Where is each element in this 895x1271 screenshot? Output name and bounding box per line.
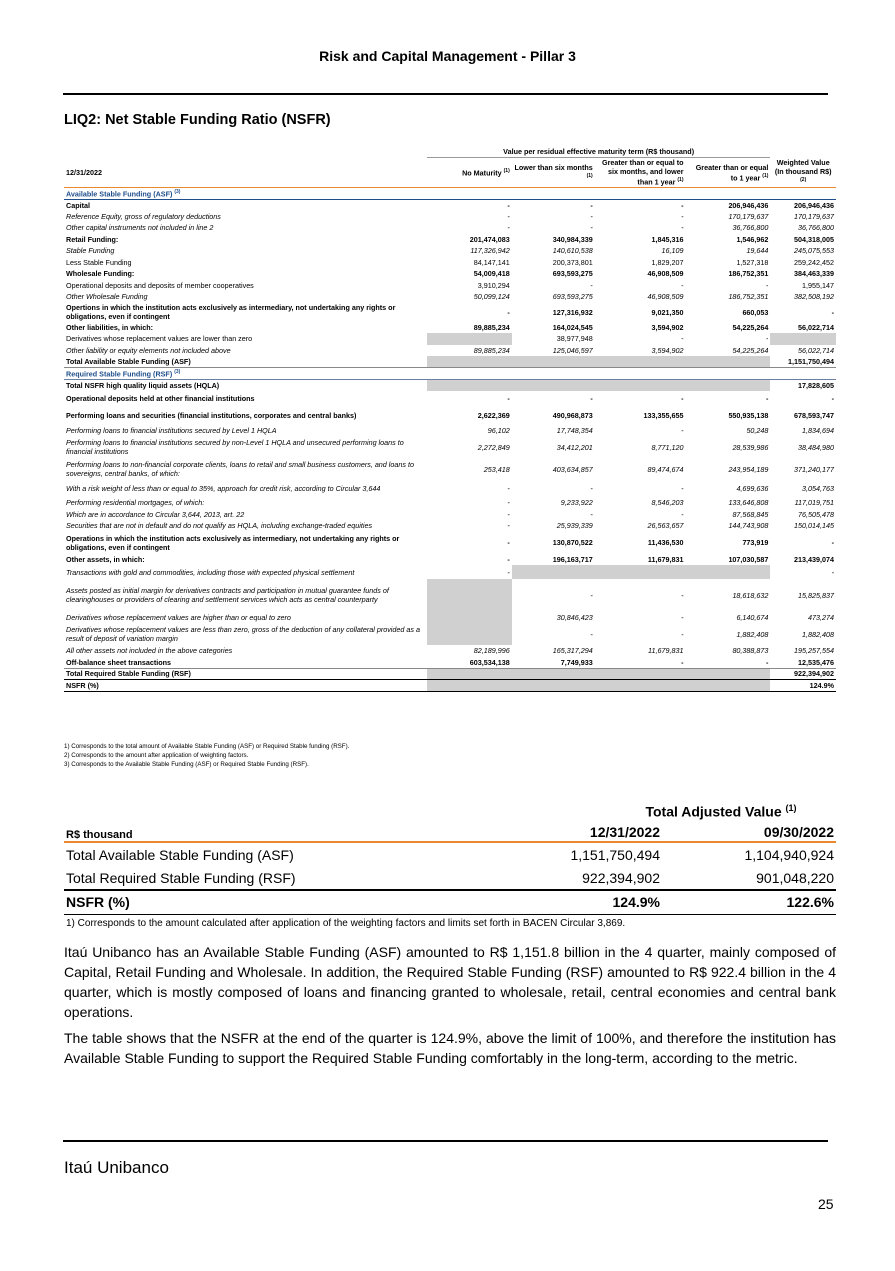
value-cell: 693,593,275 <box>552 269 593 279</box>
row-label: Other assets, in which: <box>66 554 145 564</box>
value-cell: 127,316,932 <box>552 307 593 317</box>
value-cell: - <box>507 509 510 519</box>
value-cell: - <box>507 567 510 577</box>
value-cell: - <box>681 612 684 622</box>
column-header <box>595 158 686 188</box>
value-cell: - <box>507 200 510 210</box>
value-cell: - <box>507 521 510 531</box>
table-row <box>64 234 836 246</box>
row-label: Total NSFR high quality liquid assets (HQLA) <box>66 380 220 390</box>
value-cell: - <box>681 484 684 493</box>
row-label: Derivatives whose replacement values are higher than or equal to zero <box>66 612 291 622</box>
summary-value: 1,104,940,924 <box>744 846 834 863</box>
row-label: Other Wholesale Funding <box>66 292 148 302</box>
empty-cell <box>427 668 512 680</box>
row-label: Retail Funding: <box>66 234 119 244</box>
column-note: (1) <box>762 172 769 179</box>
value-cell: 1,882,408 <box>802 629 834 639</box>
paragraph: Itaú Unibanco has an Available Stable Funding (ASF) amounted to R$ 1,151.8 billion in the 4 quarter, mainly composed of Capital, Retail Funding and Wholesale. In addition, the Required Stable Funding (RSF) amounted to R$ 922.4 billion in the 4 quarter, which is mostly composed of loans and financing granted to wholesale, retail, central economies and central bank operations. <box>64 944 836 1020</box>
row-label: Reference Equity, gross of regulatory deductions <box>66 211 221 221</box>
section-label: Available Stable Funding (ASF) <box>66 188 173 198</box>
value-cell: - <box>507 484 510 493</box>
row-label: Performing residential mortgages, of which: <box>66 498 205 508</box>
empty-cell <box>512 379 595 391</box>
value-cell: 11,679,831 <box>648 646 684 656</box>
row-label: Securities that are not in default and do not qualify as HQLA, including exchange-traded equities <box>66 521 373 531</box>
value-cell: 1,829,207 <box>651 257 684 267</box>
row-label: All other assets not included in the above categories <box>66 646 233 656</box>
empty-cell <box>427 579 512 611</box>
value-cell: - <box>507 394 510 403</box>
table-row <box>64 407 836 425</box>
value-cell: 200,373,801 <box>552 257 593 267</box>
empty-cell <box>686 565 771 579</box>
empty-cell <box>512 356 595 368</box>
column-header-label: Weighted Value (In thousand R$) <box>774 158 832 177</box>
row-label: Derivatives whose replacement values are less than zero, gross of the deduction of any collateral provided as a result of deposit of variation margin <box>66 625 420 643</box>
value-cell: 50,099,124 <box>473 292 510 302</box>
table-row <box>64 291 836 303</box>
value-cell: 1,882,408 <box>736 629 769 639</box>
value-cell: - <box>681 200 684 210</box>
table-row <box>64 680 836 692</box>
value-cell: 80,388,873 <box>732 646 769 656</box>
value-cell: 9,233,922 <box>560 498 593 508</box>
value-cell: 773,919 <box>742 538 769 547</box>
row-label: Derivatives whose replacement values are lower than zero <box>66 334 253 344</box>
value-cell: - <box>766 280 769 290</box>
value-cell: - <box>681 509 684 519</box>
value-cell: 186,752,351 <box>728 292 769 302</box>
table-row <box>64 391 836 407</box>
value-cell: 693,593,275 <box>552 292 593 302</box>
value-cell: 9,021,350 <box>651 307 684 317</box>
table-row <box>64 657 836 669</box>
table-row <box>64 554 836 566</box>
value-cell: 36,766,800 <box>798 223 834 233</box>
value-cell: 76,505,478 <box>798 509 834 519</box>
table-row <box>64 623 836 645</box>
value-cell: 50,248 <box>746 425 769 435</box>
empty-cell <box>427 680 512 692</box>
table-row <box>64 322 836 334</box>
table-row <box>64 211 836 223</box>
row-label: Operations in which the institution acts exclusively as intermediary, not undertaking any rights or obligations, even if contingent <box>66 533 400 552</box>
table-row <box>64 280 836 292</box>
value-cell: 1,546,962 <box>736 234 769 244</box>
value-cell: 382,508,192 <box>794 292 834 302</box>
value-cell: 490,968,873 <box>552 411 593 420</box>
value-cell: 7,749,933 <box>560 657 593 667</box>
value-cell: - <box>590 629 593 639</box>
value-cell: - <box>590 509 593 519</box>
value-cell: - <box>507 554 510 564</box>
table-row <box>64 245 836 257</box>
value-cell: 89,474,674 <box>647 464 684 474</box>
summary-row-label: Total Available Stable Funding (ASF) <box>66 846 294 863</box>
value-cell: 259,242,452 <box>794 257 834 267</box>
value-cell: - <box>681 629 684 639</box>
table-row <box>64 268 836 280</box>
value-cell: 26,563,657 <box>647 521 684 531</box>
value-cell: 4,699,636 <box>736 484 769 493</box>
value-cell: - <box>766 394 769 403</box>
value-cell: 371,240,177 <box>794 464 834 474</box>
page-header: Risk and Capital Management - Pillar 3 <box>319 48 576 64</box>
value-cell: 87,568,845 <box>732 509 769 519</box>
unit-label: R$ thousand <box>66 829 133 841</box>
section-label: Required Stable Funding (RSF) <box>66 368 173 378</box>
value-cell: 504,318,005 <box>794 234 834 244</box>
empty-cell <box>686 356 771 368</box>
value-cell: 46,908,509 <box>647 269 684 279</box>
row-label: Wholesale Funding: <box>66 269 135 279</box>
value-cell: 34,412,201 <box>556 442 593 452</box>
empty-cell <box>686 379 771 391</box>
row-label: Performing loans to financial institutions secured by non-Level 1 HQLA and unsecured performing loans to financial institutions <box>66 438 404 456</box>
value-cell: 8,546,203 <box>651 498 684 508</box>
value-cell: - <box>590 394 593 403</box>
row-label: Assets posted as initial margin for derivatives contracts and participation in mutual guarantee funds of clearinghouses or providers of clearing and settlement services which acts as central counterparty <box>66 586 389 604</box>
table-row <box>64 497 836 509</box>
value-cell: 186,752,351 <box>728 269 769 279</box>
row-label: Operational deposits and deposits of member cooperatives <box>66 280 254 290</box>
group-header: Value per residual effective maturity term (R$ thousand) <box>427 146 771 158</box>
empty-cell <box>512 668 595 680</box>
table-row <box>64 188 836 200</box>
value-cell: 46,908,509 <box>647 292 684 302</box>
value-cell: - <box>507 498 510 508</box>
row-label: Capital <box>66 200 90 210</box>
value-cell: 17,748,354 <box>556 425 593 435</box>
value-cell: 473,274 <box>808 612 834 622</box>
table-row <box>64 303 836 322</box>
empty-cell <box>595 356 686 368</box>
value-cell: - <box>831 567 834 577</box>
value-cell: - <box>831 307 834 317</box>
value-cell: 89,885,234 <box>473 345 510 355</box>
row-label: Transactions with gold and commodities, including those with expected physical settlement <box>66 567 355 577</box>
value-cell: 1,834,694 <box>802 425 834 435</box>
value-cell: 15,825,837 <box>798 590 834 600</box>
table-row <box>64 520 836 532</box>
column-header-label: Greater than or equal to six months, and lower than 1 year <box>602 158 684 187</box>
value-cell: 56,022,714 <box>798 345 834 355</box>
value-cell: 201,474,083 <box>469 234 510 244</box>
value-cell: - <box>831 394 834 403</box>
value-cell: 107,030,587 <box>728 554 769 564</box>
value-cell: 12,535,476 <box>798 657 834 667</box>
summary-group-header: Total Adjusted Value <box>645 803 782 820</box>
value-cell: 195,257,554 <box>794 646 834 656</box>
column-note: (1) <box>503 168 510 175</box>
table-row <box>64 668 836 680</box>
table-row <box>64 611 836 623</box>
row-label: Stable Funding <box>66 246 115 256</box>
summary-value: 124.9% <box>612 894 660 911</box>
summary-row-label: NSFR (%) <box>66 894 130 911</box>
table-row <box>64 458 836 480</box>
value-cell: - <box>590 200 593 210</box>
value-cell: 16,109 <box>661 246 684 256</box>
empty-cell <box>686 680 771 692</box>
value-cell: - <box>590 280 593 290</box>
empty-cell <box>595 379 686 391</box>
value-cell: - <box>831 538 834 547</box>
value-cell: 125,046,597 <box>552 345 593 355</box>
column-header-label: No Maturity <box>462 168 502 178</box>
row-label: Other liability or equity elements not included above <box>66 345 231 355</box>
header-divider <box>63 93 828 95</box>
row-label: Performing loans to non-financial corporate clients, loans to retail and small business customers, and loans to sovereigns, central banks, of which: <box>66 460 414 478</box>
row-label: Off-balance sheet transactions <box>66 657 172 667</box>
empty-cell <box>595 565 686 579</box>
value-cell: 3,594,902 <box>651 322 684 332</box>
value-cell: 140,610,538 <box>552 246 593 256</box>
summary-group-note: (1) <box>785 802 797 813</box>
table-row <box>64 480 836 497</box>
value-cell: 2,622,369 <box>477 411 510 420</box>
value-cell: 19,644 <box>746 246 769 256</box>
value-cell: 384,463,339 <box>794 269 834 279</box>
table-row <box>64 532 836 554</box>
row-label: Total Available Stable Funding (ASF) <box>66 357 191 366</box>
value-cell: 144,743,908 <box>728 521 769 531</box>
col-date-2: 09/30/2022 <box>763 823 834 840</box>
empty-cell <box>512 565 595 579</box>
empty-cell <box>595 680 686 692</box>
column-note: (1) <box>586 172 593 179</box>
value-cell: 206,946,436 <box>728 200 769 210</box>
table-row <box>64 379 836 391</box>
row-label: Other liabilities, in which: <box>66 322 154 332</box>
value-cell: 243,954,189 <box>728 464 769 474</box>
section-title: LIQ2: Net Stable Funding Ratio (NSFR) <box>64 112 331 128</box>
value-cell: - <box>507 211 510 221</box>
value-cell: - <box>507 538 510 547</box>
value-cell: 130,870,522 <box>552 538 593 547</box>
value-cell: 96,102 <box>487 425 510 435</box>
value-cell: 38,977,948 <box>556 334 593 344</box>
value-cell: 2,272,849 <box>477 442 510 452</box>
value-cell: 28,539,986 <box>732 442 769 452</box>
summary-value: 922,394,902 <box>582 869 660 886</box>
summary-row-label: Total Required Stable Funding (RSF) <box>66 869 296 886</box>
value-cell: - <box>681 590 684 600</box>
value-cell: 84,147,141 <box>473 257 510 267</box>
column-header-label: Lower than six months <box>514 162 593 172</box>
value-cell: 245,075,553 <box>794 246 834 256</box>
row-label: Performing loans to financial institutions secured by Level 1 HQLA <box>66 425 277 435</box>
value-cell: - <box>766 334 769 344</box>
section-note: (3) <box>174 188 181 195</box>
value-cell: 6,140,674 <box>736 612 769 622</box>
value-cell: - <box>681 223 684 233</box>
value-cell: 18,618,632 <box>732 590 769 600</box>
table-row <box>64 222 836 234</box>
row-label: Opertions in which the institution acts exclusively as intermediary, not undertaking any rights or obligations, even if contingent <box>66 303 396 321</box>
summary-table <box>64 800 836 915</box>
value-cell: 11,436,530 <box>647 538 684 547</box>
row-label: Operational deposits held at other financial institutions <box>66 394 255 403</box>
value-cell: - <box>681 211 684 221</box>
table-row <box>64 333 836 345</box>
value-cell: - <box>681 657 684 667</box>
value-cell: 82,189,996 <box>473 646 510 656</box>
value-cell: 206,946,436 <box>794 200 834 210</box>
value-cell: 117,326,942 <box>470 246 510 256</box>
value-cell: - <box>590 211 593 221</box>
summary-value: 1,151,750,494 <box>570 846 660 863</box>
empty-cell <box>427 623 512 645</box>
value-cell: - <box>590 223 593 233</box>
value-cell: 30,846,423 <box>556 612 593 622</box>
row-label: Other capital instruments not included in line 2 <box>66 223 214 233</box>
value-cell: 164,024,545 <box>552 322 593 332</box>
column-header <box>427 158 512 188</box>
empty-cell <box>427 379 512 391</box>
value-cell: - <box>681 425 684 435</box>
table-row <box>64 257 836 269</box>
value-cell: 150,014,145 <box>794 521 834 531</box>
date-header: 12/31/2022 <box>66 167 102 177</box>
value-cell: 1,845,316 <box>651 234 684 244</box>
summary-footnote: 1) Corresponds to the amount calculated after application of the weighting factors and limits set forth in BACEN Circular 3,869. <box>66 918 626 929</box>
table-row <box>64 579 836 611</box>
table-row <box>64 509 836 521</box>
section-note: (3) <box>174 368 181 375</box>
table-footnotes <box>64 742 349 769</box>
value-cell: 133,646,808 <box>728 498 769 508</box>
value-cell: 117,019,751 <box>794 498 834 508</box>
nsfr-table <box>64 146 836 692</box>
value-cell: 165,317,294 <box>552 646 593 656</box>
value-cell: 38,484,980 <box>798 442 834 452</box>
value-cell: 403,634,857 <box>552 464 593 474</box>
value-cell: 213,439,074 <box>794 554 834 564</box>
table-row <box>64 345 836 357</box>
value-cell: - <box>681 280 684 290</box>
column-note: (2) <box>800 177 807 184</box>
row-label: Less Stable Funding <box>66 257 132 267</box>
empty-cell <box>427 333 512 345</box>
value-cell: 196,163,717 <box>552 554 593 564</box>
value-cell: 54,225,264 <box>732 322 769 332</box>
value-cell: 550,935,138 <box>728 411 769 420</box>
footnote: 1) Corresponds to the total amount of Available Stable Funding (ASF) or Required Stable funding (RSF). <box>64 743 350 750</box>
empty-cell <box>512 680 595 692</box>
footer-divider <box>63 1140 828 1142</box>
table-row <box>64 645 836 657</box>
value-cell: 678,593,747 <box>794 411 834 420</box>
summary-value: 901,048,220 <box>756 869 834 886</box>
company-name: Itaú Unibanco <box>64 1158 169 1177</box>
value-cell: 89,885,234 <box>473 322 510 332</box>
value-cell: - <box>681 334 684 344</box>
value-cell: 1,527,318 <box>736 257 769 267</box>
table-row <box>64 436 836 458</box>
value-cell: 17,828,605 <box>798 380 834 390</box>
value-cell: 54,225,264 <box>732 345 769 355</box>
row-label: Performing loans and securities (financial institutions, corporates and central banks) <box>66 411 357 420</box>
value-cell: 8,771,120 <box>651 442 684 452</box>
value-cell: 603,534,138 <box>469 657 510 667</box>
value-cell: 11,679,831 <box>647 554 684 564</box>
value-cell: - <box>766 657 769 667</box>
value-cell: 1,955,147 <box>802 280 834 290</box>
empty-cell <box>595 668 686 680</box>
row-label: With a risk weight of less than or equal to 35%, approach for credit risk, according to Circular 3,644 <box>66 484 381 493</box>
value-cell: 340,984,339 <box>552 234 593 244</box>
column-header-label: Greater than or equal to 1 year <box>695 162 769 183</box>
table-row <box>64 199 836 211</box>
summary-value: 122.6% <box>786 894 834 911</box>
empty-cell <box>686 668 771 680</box>
value-cell: 36,766,800 <box>732 223 769 233</box>
empty-cell <box>427 611 512 623</box>
column-note: (1) <box>677 177 684 184</box>
table-row <box>64 368 836 380</box>
value-cell: 170,179,637 <box>728 211 769 221</box>
value-cell: 25,939,339 <box>556 521 593 531</box>
value-cell: 133,355,655 <box>643 411 684 420</box>
value-cell: 56,022,714 <box>798 322 834 332</box>
column-header <box>686 158 771 188</box>
table-row <box>64 565 836 579</box>
value-cell: 170,179,637 <box>794 211 834 221</box>
empty-cell <box>427 356 512 368</box>
value-cell: - <box>507 307 510 317</box>
value-cell: 660,053 <box>742 307 769 317</box>
value-cell: 54,009,418 <box>473 269 510 279</box>
value-cell: - <box>590 590 593 600</box>
value-cell: - <box>507 223 510 233</box>
value-cell: 3,910,294 <box>477 280 510 290</box>
value-cell: 3,594,902 <box>651 345 684 355</box>
row-label: NSFR (%) <box>66 680 99 690</box>
page-number: 25 <box>818 1196 834 1212</box>
col-date-1: 12/31/2022 <box>589 823 660 840</box>
footnote: 2) Corresponds to the amount after application of weighting factors. <box>64 752 249 759</box>
row-label: Total Required Stable Funding (RSF) <box>66 669 191 679</box>
column-header <box>512 158 595 188</box>
value-cell: - <box>681 394 684 403</box>
table-row <box>64 356 836 368</box>
value-cell: 253,418 <box>483 464 510 474</box>
table-row <box>64 425 836 437</box>
row-label: Which are in accordance to Circular 3,644, 2013, art. 22 <box>66 509 245 519</box>
value-cell: 124.9% <box>809 680 834 690</box>
value-cell: 3,054,763 <box>802 484 834 493</box>
value-cell: - <box>590 484 593 493</box>
paragraph: The table shows that the NSFR at the end of the quarter is 124.9%, above the limit of 100%, and therefore the institution has Available Stable Funding to support the Required Stable Funding comfortably in the long-term, according to the metric. <box>64 1030 836 1066</box>
empty-cell <box>770 333 836 345</box>
column-header <box>770 158 836 188</box>
footnote: 3) Corresponds to the Available Stable Funding (ASF) or Required Stable Funding (RSF). <box>64 761 309 768</box>
value-cell: 1,151,750,494 <box>788 357 834 366</box>
value-cell: 922,394,902 <box>794 669 834 679</box>
